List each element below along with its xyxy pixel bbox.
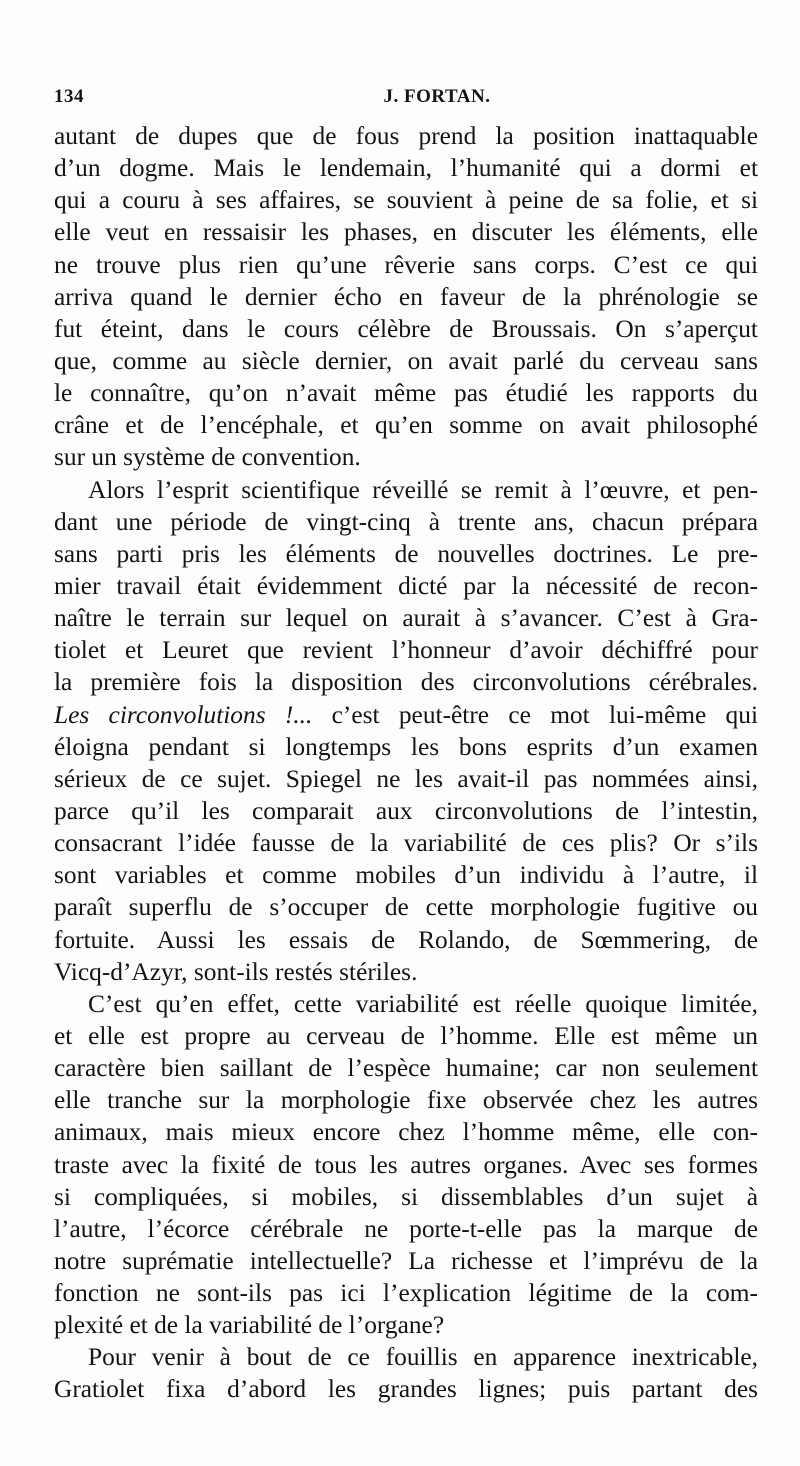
text-line (54, 827, 758, 859)
text-line (54, 1213, 758, 1245)
text-line (54, 634, 758, 666)
line-text: Gratiolet fixa d’abord les grandes lignes; puis partant des (54, 1375, 758, 1404)
line-text: sur un système de convention. (54, 443, 361, 472)
line-text: Alors l’esprit scientifique réveillé se remit à l’œuvre, et pen- (88, 475, 758, 504)
text-line (54, 506, 758, 538)
text-line (54, 1373, 758, 1405)
line-text: Pour venir à bout de ce fouillis en apparence inextricable, (88, 1343, 758, 1372)
text-line (54, 666, 758, 698)
line-text: Vicq-d’Azyr, sont-ils restés stériles. (54, 957, 418, 986)
line-text: mier travail était évidemment dicté par la nécessité de recon- (54, 571, 758, 600)
text-line (54, 152, 758, 184)
text-line (54, 859, 758, 891)
text-line (54, 795, 758, 827)
line-text: arriva quand le dernier écho en faveur de la phrénologie se (54, 282, 758, 311)
line-text: éloigna pendant si longtemps les bons esprits d’un examen (54, 732, 758, 761)
body-text (54, 120, 758, 1406)
text-line (54, 313, 758, 345)
text-line (54, 184, 758, 216)
line-text: si compliquées, si mobiles, si dissemblables d’un sujet à (54, 1182, 758, 1211)
text-line (54, 763, 758, 795)
text-line (54, 1277, 758, 1309)
line-text: c’est peut-être ce mot lui-même qui (312, 700, 758, 729)
text-line (54, 1341, 758, 1373)
line-text: l’autre, l’écorce cérébrale ne porte-t-elle pas la marque de (54, 1214, 758, 1243)
line-text: notre suprématie intellectuelle? La richesse et l’imprévu de la (54, 1246, 758, 1275)
line-text: sans parti pris les éléments de nouvelles doctrines. Le pre- (54, 539, 758, 568)
text-line (54, 377, 758, 409)
text-line (54, 731, 758, 763)
text-line (54, 345, 758, 377)
text-line (54, 1309, 758, 1341)
line-text: qui a couru à ses affaires, se souvient à peine de sa folie, et si (54, 186, 758, 215)
text-line (54, 699, 758, 731)
line-text: ne trouve plus rien qu’une rêverie sans corps. C’est ce qui (54, 250, 758, 279)
line-text: fut éteint, dans le cours célèbre de Broussais. On s’aperçut (54, 314, 758, 343)
running-title: J. FORTAN. (383, 86, 491, 107)
text-line (54, 409, 758, 441)
text-line (54, 1020, 758, 1052)
text-line (54, 281, 758, 313)
text-line (54, 956, 758, 988)
line-text: la première fois la disposition des circonvolutions cérébrales. (54, 668, 758, 697)
running-head (54, 86, 760, 112)
text-line (54, 1116, 758, 1148)
line-text: autant de dupes que de fous prend la position inattaquable (54, 122, 758, 150)
text-line (54, 249, 758, 281)
line-text: C’est qu’en effet, cette variabilité est réelle quoique limitée, (88, 989, 758, 1018)
line-text: dant une période de vingt-cinq à trente ans, chacun prépara (54, 507, 758, 536)
text-line (54, 538, 758, 570)
line-text: consacrant l’idée fausse de la variabilité de ces plis? Or s’ils (54, 829, 758, 858)
page-number: 134 (54, 86, 84, 107)
line-text: tiolet et Leuret que revient l’honneur d’avoir déchiffré pour (54, 636, 758, 665)
text-line (54, 602, 758, 634)
text-line (54, 1084, 758, 1116)
text-line (54, 924, 758, 956)
line-text: elle veut en ressaisir les phases, en discuter les éléments, elle (54, 218, 758, 247)
line-text: traste avec la fixité de tous les autres organes. Avec ses formes (54, 1150, 758, 1179)
line-text: naître le terrain sur lequel on aurait à s’avancer. C’est à Gra- (54, 604, 758, 633)
line-text: d’un dogme. Mais le lendemain, l’humanité qui a dormi et (54, 154, 758, 183)
line-text: crâne et de l’encéphale, et qu’en somme on avait philosophé (54, 411, 758, 440)
line-text: sont variables et comme mobiles d’un individu à l’autre, il (54, 861, 758, 890)
text-line (54, 1181, 758, 1213)
text-line (54, 1245, 758, 1277)
text-line (54, 891, 758, 923)
text-line (54, 1052, 758, 1084)
italic-text: Les circonvolutions !... (54, 700, 313, 729)
line-text: animaux, mais mieux encore chez l’homme même, elle con- (54, 1118, 758, 1147)
line-text: fonction ne sont-ils pas ici l’explication légitime de la com- (54, 1279, 758, 1308)
text-line (54, 120, 758, 152)
text-line (54, 570, 758, 602)
line-text: plexité et de la variabilité de l’organe? (54, 1311, 445, 1340)
text-line (54, 988, 758, 1020)
line-text: parce qu’il les comparait aux circonvolutions de l’intestin, (54, 796, 758, 825)
line-text: le connaître, qu’on n’avait même pas étudié les rapports du (54, 379, 758, 408)
line-text: caractère bien saillant de l’espèce humaine; car non seulement (54, 1054, 758, 1083)
line-text: fortuite. Aussi les essais de Rolando, de Sœmmering, de (54, 925, 758, 954)
line-text: paraît superflu de s’occuper de cette morphologie fugitive ou (54, 893, 758, 922)
line-text: elle tranche sur la morphologie fixe observée chez les autres (54, 1086, 758, 1115)
text-line (54, 441, 758, 473)
line-text: sérieux de ce sujet. Spiegel ne les avait-il pas nommées ainsi, (54, 764, 758, 793)
text-line (54, 1149, 758, 1181)
line-text: que, comme au siècle dernier, on avait parlé du cerveau sans (54, 346, 758, 375)
text-line (54, 216, 758, 248)
text-line (54, 474, 758, 506)
line-text: et elle est propre au cerveau de l’homme. Elle est même un (54, 1021, 758, 1050)
